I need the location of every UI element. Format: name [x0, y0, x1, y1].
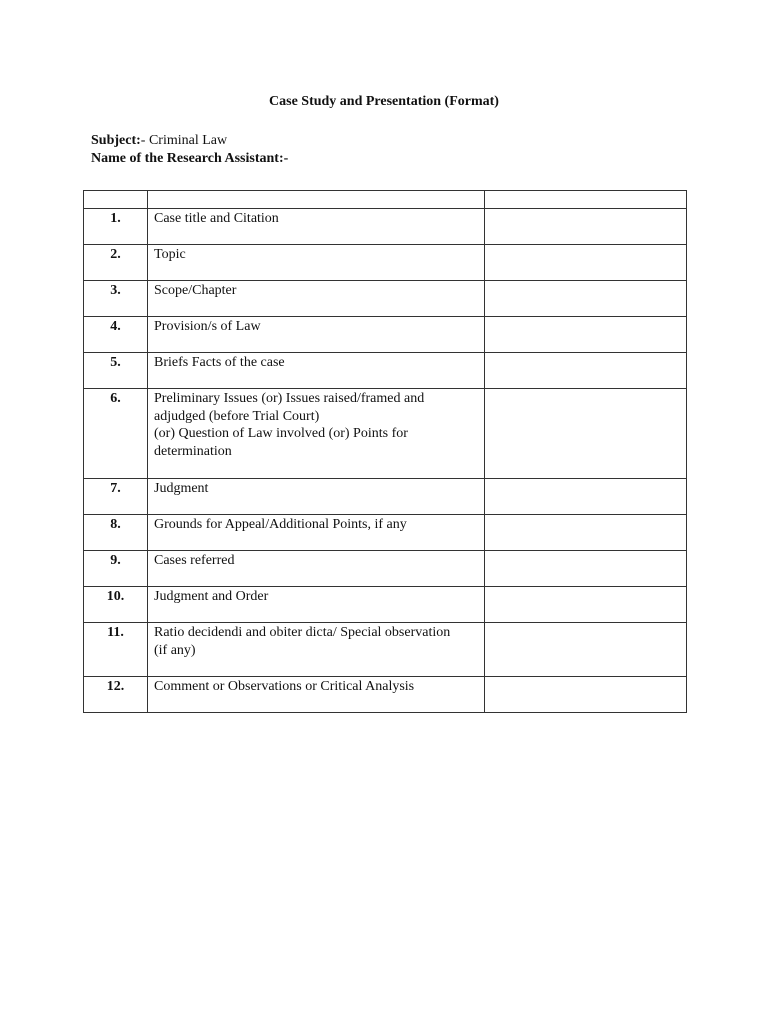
- row-item-text: Case title and Citation: [148, 209, 485, 245]
- row-item-line: adjudged (before Trial Court): [154, 408, 320, 424]
- response-cell[interactable]: [485, 551, 687, 587]
- row-item-text: Grounds for Appeal/Additional Points, if any: [148, 515, 485, 551]
- row-item-line: determination: [154, 443, 232, 459]
- response-cell[interactable]: [485, 587, 687, 623]
- row-number: 1.: [84, 209, 148, 245]
- table-header-row: [84, 191, 687, 209]
- row-item-line: Preliminary Issues (or) Issues raised/framed and: [154, 391, 425, 406]
- table-row: [84, 353, 687, 389]
- row-item-line: Ratio decidendi and obiter dicta/ Special observation: [154, 625, 451, 640]
- table-row: [84, 623, 687, 677]
- row-number: 9.: [84, 551, 148, 587]
- row-item-text: Briefs Facts of the case: [148, 353, 485, 389]
- table-row: [84, 209, 687, 245]
- row-item-text: [148, 389, 485, 479]
- subject-line: [91, 132, 227, 150]
- table-row: [84, 479, 687, 515]
- research-assistant-label: Name of the Research Assistant:-: [91, 151, 289, 166]
- table-row: [84, 515, 687, 551]
- response-cell[interactable]: [485, 515, 687, 551]
- row-number: 4.: [84, 317, 148, 353]
- row-item-text: Provision/s of Law: [148, 317, 485, 353]
- response-cell[interactable]: [485, 245, 687, 281]
- header-cell-number: [84, 191, 148, 209]
- header-cell-item: [148, 191, 485, 209]
- table-row: [84, 551, 687, 587]
- header-cell-response: [485, 191, 687, 209]
- case-study-format-table: [83, 190, 687, 713]
- row-item-line: (if any): [154, 642, 196, 658]
- response-cell[interactable]: [485, 317, 687, 353]
- table-row: [84, 389, 687, 479]
- row-number: 12.: [84, 677, 148, 713]
- table-row: [84, 281, 687, 317]
- row-item-text: Judgment: [148, 479, 485, 515]
- row-item-text: Scope/Chapter: [148, 281, 485, 317]
- response-cell[interactable]: [485, 353, 687, 389]
- response-cell[interactable]: [485, 623, 687, 677]
- response-cell[interactable]: [485, 281, 687, 317]
- row-item-line: (or) Question of Law involved (or) Points for: [154, 426, 408, 441]
- row-number: 7.: [84, 479, 148, 515]
- table-row: [84, 587, 687, 623]
- response-cell[interactable]: [485, 389, 687, 479]
- row-item-text: Comment or Observations or Critical Analysis: [148, 677, 485, 713]
- row-item-text: Cases referred: [148, 551, 485, 587]
- response-cell[interactable]: [485, 479, 687, 515]
- row-number: 10.: [84, 587, 148, 623]
- row-item-text: [148, 623, 485, 677]
- row-item-text: Topic: [148, 245, 485, 281]
- row-number: 3.: [84, 281, 148, 317]
- response-cell[interactable]: [485, 677, 687, 713]
- row-number: 11.: [84, 623, 148, 677]
- row-number: 2.: [84, 245, 148, 281]
- row-number: 8.: [84, 515, 148, 551]
- subject-label: Subject:: [91, 133, 141, 148]
- row-number: 5.: [84, 353, 148, 389]
- table-row: [84, 317, 687, 353]
- row-number: 6.: [84, 389, 148, 479]
- response-cell[interactable]: [485, 209, 687, 245]
- document-title: Case Study and Presentation (Format): [269, 94, 499, 109]
- row-item-text: Judgment and Order: [148, 587, 485, 623]
- table-row: [84, 245, 687, 281]
- table-row: [84, 677, 687, 713]
- subject-value: - Criminal Law: [140, 133, 228, 148]
